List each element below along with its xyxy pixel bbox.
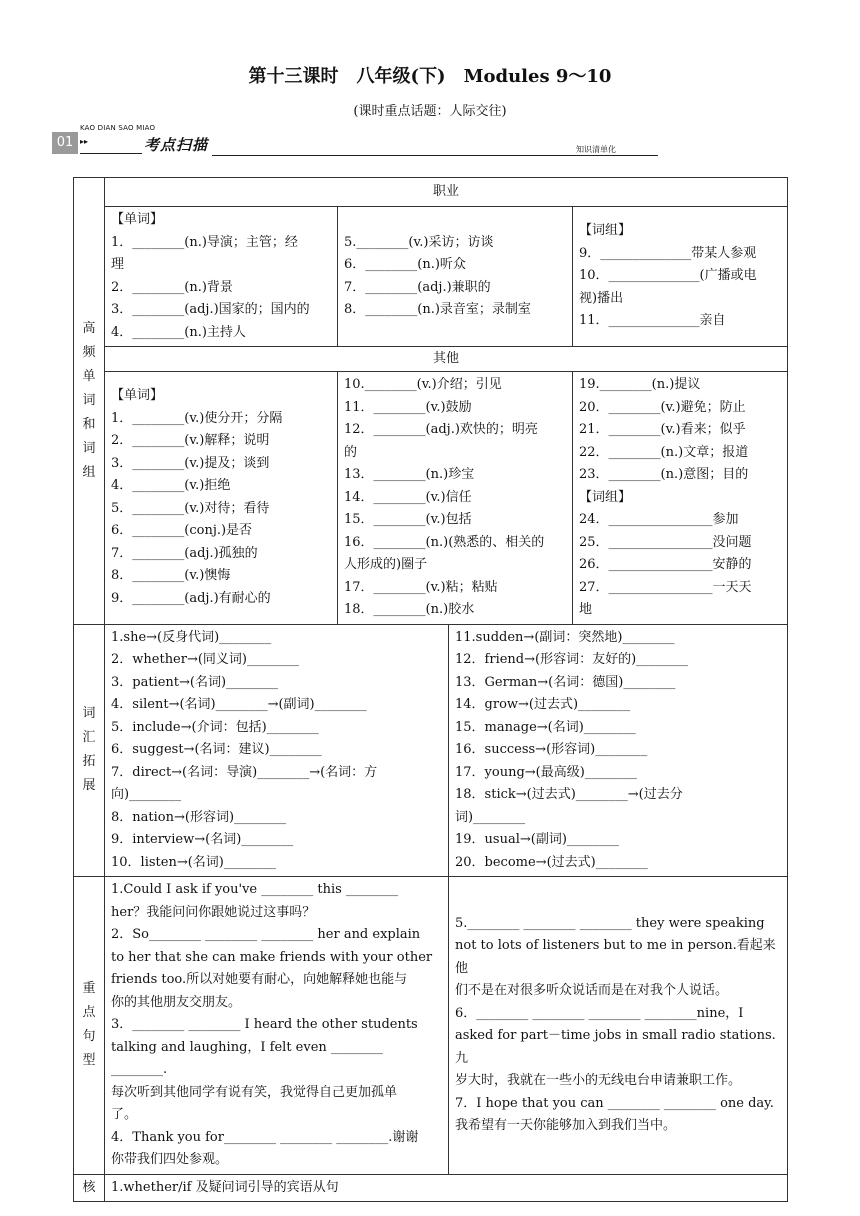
- page-title: 第十三课时 八年级(下) Modules 9～10: [248, 66, 612, 87]
- section-number: 01: [52, 132, 78, 154]
- section-title: 考点扫描: [144, 136, 209, 154]
- sentences-right: 5.________ ________ ________ they were speaking not to lots of listeners but to me in person.看起来他 们不是在对很多听众说话而是在对我个人说话。 6．________ ________ ________ ________nine，I asked for part－time jobs in small radio stations.九 岁大时，我就在一些小的无线电台申请兼职工作。 7．I hope that you can ________ ________ one day. 我希望有一天你能够加入到我们当中。: [449, 877, 788, 1175]
- sentences-left: 1.Could I ask if you've ________ this ________ her？我能问问你跟她说过这事吗？ 2．So________ ________ ________ her and explain to her that she can make friends with your other friends too.所以对她要有耐心，向她解释她也能与 你的其他朋友交朋友。 3．________ ________ I heard the other students talking and laughing，I felt even ________ ________. 每次听到其他同学有说有笑，我觉得自己更加孤单 了。 4．Thank you for________ ________ ________.谢谢 你带我们四处参观。: [105, 877, 449, 1175]
- core-grammar: 1.whether/if 及疑问词引导的宾语从句: [105, 1174, 788, 1202]
- career-words-col1: 【单词】 1．________(n.)导演；主管；经 理 2．________(n.)背景 3．________(adj.)国家的；国内的 4．________(n.)主持人: [105, 207, 338, 347]
- career-words-col2: 5.________(v.)采访；访谈 6．________(n.)听众 7．________(adj.)兼职的 8．________(n.)录音室；录制室: [338, 207, 573, 347]
- knowledge-table: [73, 177, 788, 1202]
- row-label-sentences: 重 点 句 型: [74, 877, 105, 1175]
- row-label-expand: 词 汇 拓 展: [74, 624, 105, 877]
- career-header: 职业: [105, 178, 788, 207]
- other-words-col2: 10.________(v.)介绍；引见 11．________(v.)鼓励 12．________(adj.)欢快的；明亮 的 13．________(n.)珍宝 14．________(v.)信任 15．________(v.)包括 16．________(n.)(熟悉的、相关的 人形成的)圈子 17．________(v.)粘；粘贴 18．________(n.)胶水: [338, 372, 573, 625]
- row-label-core: 核: [74, 1174, 105, 1202]
- expand-right: 11.sudden→(副词：突然地)________ 12．friend→(形容词：友好的)________ 13．German→(名词：德国)________ 14．grow→(过去式)________ 15．manage→(名词)________ 16．success→(形容词)________ 17．young→(最高级)________ 18．stick→(过去式)________→(过去分 词)________ 19．usual→(副词)________ 20．become→(过去式)________: [449, 624, 788, 877]
- other-header: 其他: [105, 347, 788, 372]
- arrow-icon: ▸▸: [80, 137, 89, 146]
- section-banner: [52, 124, 658, 158]
- section-rule: [212, 155, 658, 156]
- career-phrases-col3: 【词组】 9．______________带某人参观 10．______________(广播或电 视)播出 11．______________亲自: [573, 207, 788, 347]
- row-label-vocab: 高 频 单 词 和 词 组: [74, 178, 105, 625]
- section-pinyin-label: KAO DIAN SAO MIAO: [80, 124, 156, 132]
- section-right-label: 知识清单化: [576, 145, 616, 154]
- page-subtitle: (课时重点话题：人际交往): [353, 104, 507, 119]
- other-words-col3: 19.________(n.)提议 20．________(v.)避免；防止 21．________(v.)看来；似乎 22．________(n.)文章；报道 23．________(n.)意图；目的 【词组】 24．________________参加 25．________________没问题 26．________________安静的 27．________________一天天 地: [573, 372, 788, 625]
- other-words-col1: 【单词】 1．________(v.)使分开；分隔 2．________(v.)解释；说明 3．________(v.)提及；谈到 4．________(v.)拒绝 5．________(v.)对待；看待 6．________(conj.)是否 7．________(adj.)孤独的 8．________(v.)懊悔 9．________(adj.)有耐心的: [105, 372, 338, 625]
- expand-left: 1.she→(反身代词)________ 2．whether→(同义词)________ 3．patient→(名词)________ 4．silent→(名词)________→(副词)________ 5．include→(介词：包括)________ 6．suggest→(名词：建议)________ 7．direct→(名词：导演)________→(名词：方 向)________ 8．nation→(形容词)________ 9．interview→(名词)________ 10．listen→(名词)________: [105, 624, 449, 877]
- section-underline: [80, 153, 142, 154]
